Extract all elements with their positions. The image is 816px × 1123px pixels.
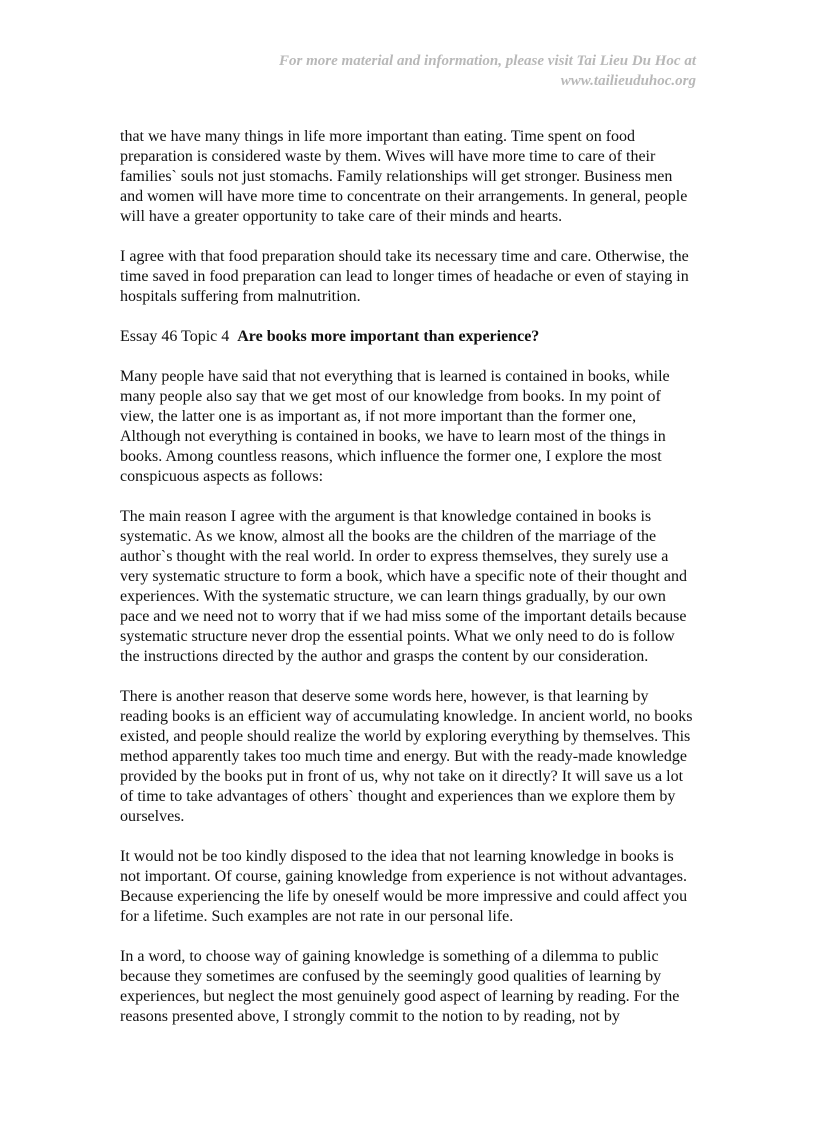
text-line: hospitals suffering from malnutrition.	[120, 288, 361, 305]
text-line: of time to take advantages of others` thought and experiences than we explore them by	[120, 788, 676, 805]
text-line: time saved in food preparation can lead to longer times of headache or even of staying in	[120, 268, 689, 285]
text-line: and women will have more time to concentrate on their arrangements. In general, people	[120, 188, 688, 205]
text-line: very systematic structure to form a book, which have a specific note of their thought and	[120, 568, 687, 585]
paragraph-food-1	[120, 127, 710, 227]
text-line: ourselves.	[120, 808, 185, 825]
text-line: I agree with that food preparation should take its necessary time and care. Otherwise, the	[120, 248, 689, 265]
essay-paragraph-2	[120, 507, 710, 667]
text-line: the instructions directed by the author and grasps the content by our consideration.	[120, 648, 649, 665]
text-line: that we have many things in life more important than eating. Time spent on food	[120, 128, 636, 145]
text-line: existed, and people should realize the world by exploring everything by themselves. This	[120, 728, 691, 745]
text-line: will have a greater opportunity to take care of their minds and hearts.	[120, 208, 563, 225]
header-line-1: For more material and information, please visit Tai Lieu Du Hoc at	[279, 53, 696, 69]
text-line: view, the latter one is as important as, if not more important than the former one,	[120, 408, 637, 425]
essay-paragraph-3	[120, 687, 710, 827]
text-line: provided by the books put in front of us, why not take on it directly? It will save us a lot	[120, 768, 684, 785]
text-line: preparation is considered waste by them. Wives will have more time to care of their	[120, 148, 656, 165]
text-line: The main reason I agree with the argument is that knowledge contained in books is	[120, 508, 652, 525]
essay-heading	[120, 327, 710, 347]
text-line: experiences, but neglect the most genuinely good aspect of learning by reading. For the	[120, 988, 680, 1005]
text-line: families` souls not just stomachs. Family relationships will get stronger. Business men	[120, 168, 673, 185]
text-line: many people also say that we get most of our knowledge from books. In my point of	[120, 388, 661, 405]
text-line: for a lifetime. Such examples are not rate in our personal life.	[120, 908, 514, 925]
text-line: pace and we need not to worry that if we had miss some of the important details because	[120, 608, 687, 625]
text-line: It would not be too kindly disposed to the idea that not learning knowledge in books is	[120, 848, 674, 865]
essay-label: Essay 46 Topic 4	[120, 328, 230, 345]
text-line: Many people have said that not everything that is learned is contained in books, while	[120, 368, 670, 385]
text-line: Although not everything is contained in books, we have to learn most of the things in	[120, 428, 666, 445]
text-line: experiences. With the systematic structure, we can learn things gradually, by our own	[120, 588, 666, 605]
document-body	[120, 127, 710, 1047]
text-line: books. Among countless reasons, which influence the former one, I explore the most	[120, 448, 662, 465]
text-line: There is another reason that deserve some words here, however, is that learning by	[120, 688, 649, 705]
text-line: not important. Of course, gaining knowledge from experience is not without advantages.	[120, 868, 687, 885]
text-line: systematic structure never drop the essential points. What we only need to do is follow	[120, 628, 675, 645]
essay-paragraph-4	[120, 847, 710, 927]
essay-paragraph-5	[120, 947, 710, 1027]
text-line: systematic. As we know, almost all the books are the children of the marriage of the	[120, 528, 657, 545]
text-line: In a word, to choose way of gaining knowledge is something of a dilemma to public	[120, 948, 659, 965]
text-line: method apparently takes too much time and energy. But with the ready-made knowledge	[120, 748, 687, 765]
header-url[interactable]: www.tailieuduhoc.org	[560, 73, 696, 89]
essay-paragraph-1	[120, 367, 710, 487]
text-line: because they sometimes are confused by the seemingly good qualities of learning by	[120, 968, 662, 985]
paragraph-food-2	[120, 247, 710, 307]
text-line: author`s thought with the real world. In order to express themselves, they surely use a	[120, 548, 669, 565]
text-line: reasons presented above, I strongly commit to the notion to by reading, not by	[120, 1008, 620, 1025]
text-line: Because experiencing the life by oneself would be more impressive and could affect you	[120, 888, 688, 905]
page-header	[176, 51, 696, 91]
text-line: conspicuous aspects as follows:	[120, 468, 324, 485]
text-line: reading books is an efficient way of accumulating knowledge. In ancient world, no books	[120, 708, 693, 725]
essay-title: Are books more important than experience?	[237, 328, 540, 345]
